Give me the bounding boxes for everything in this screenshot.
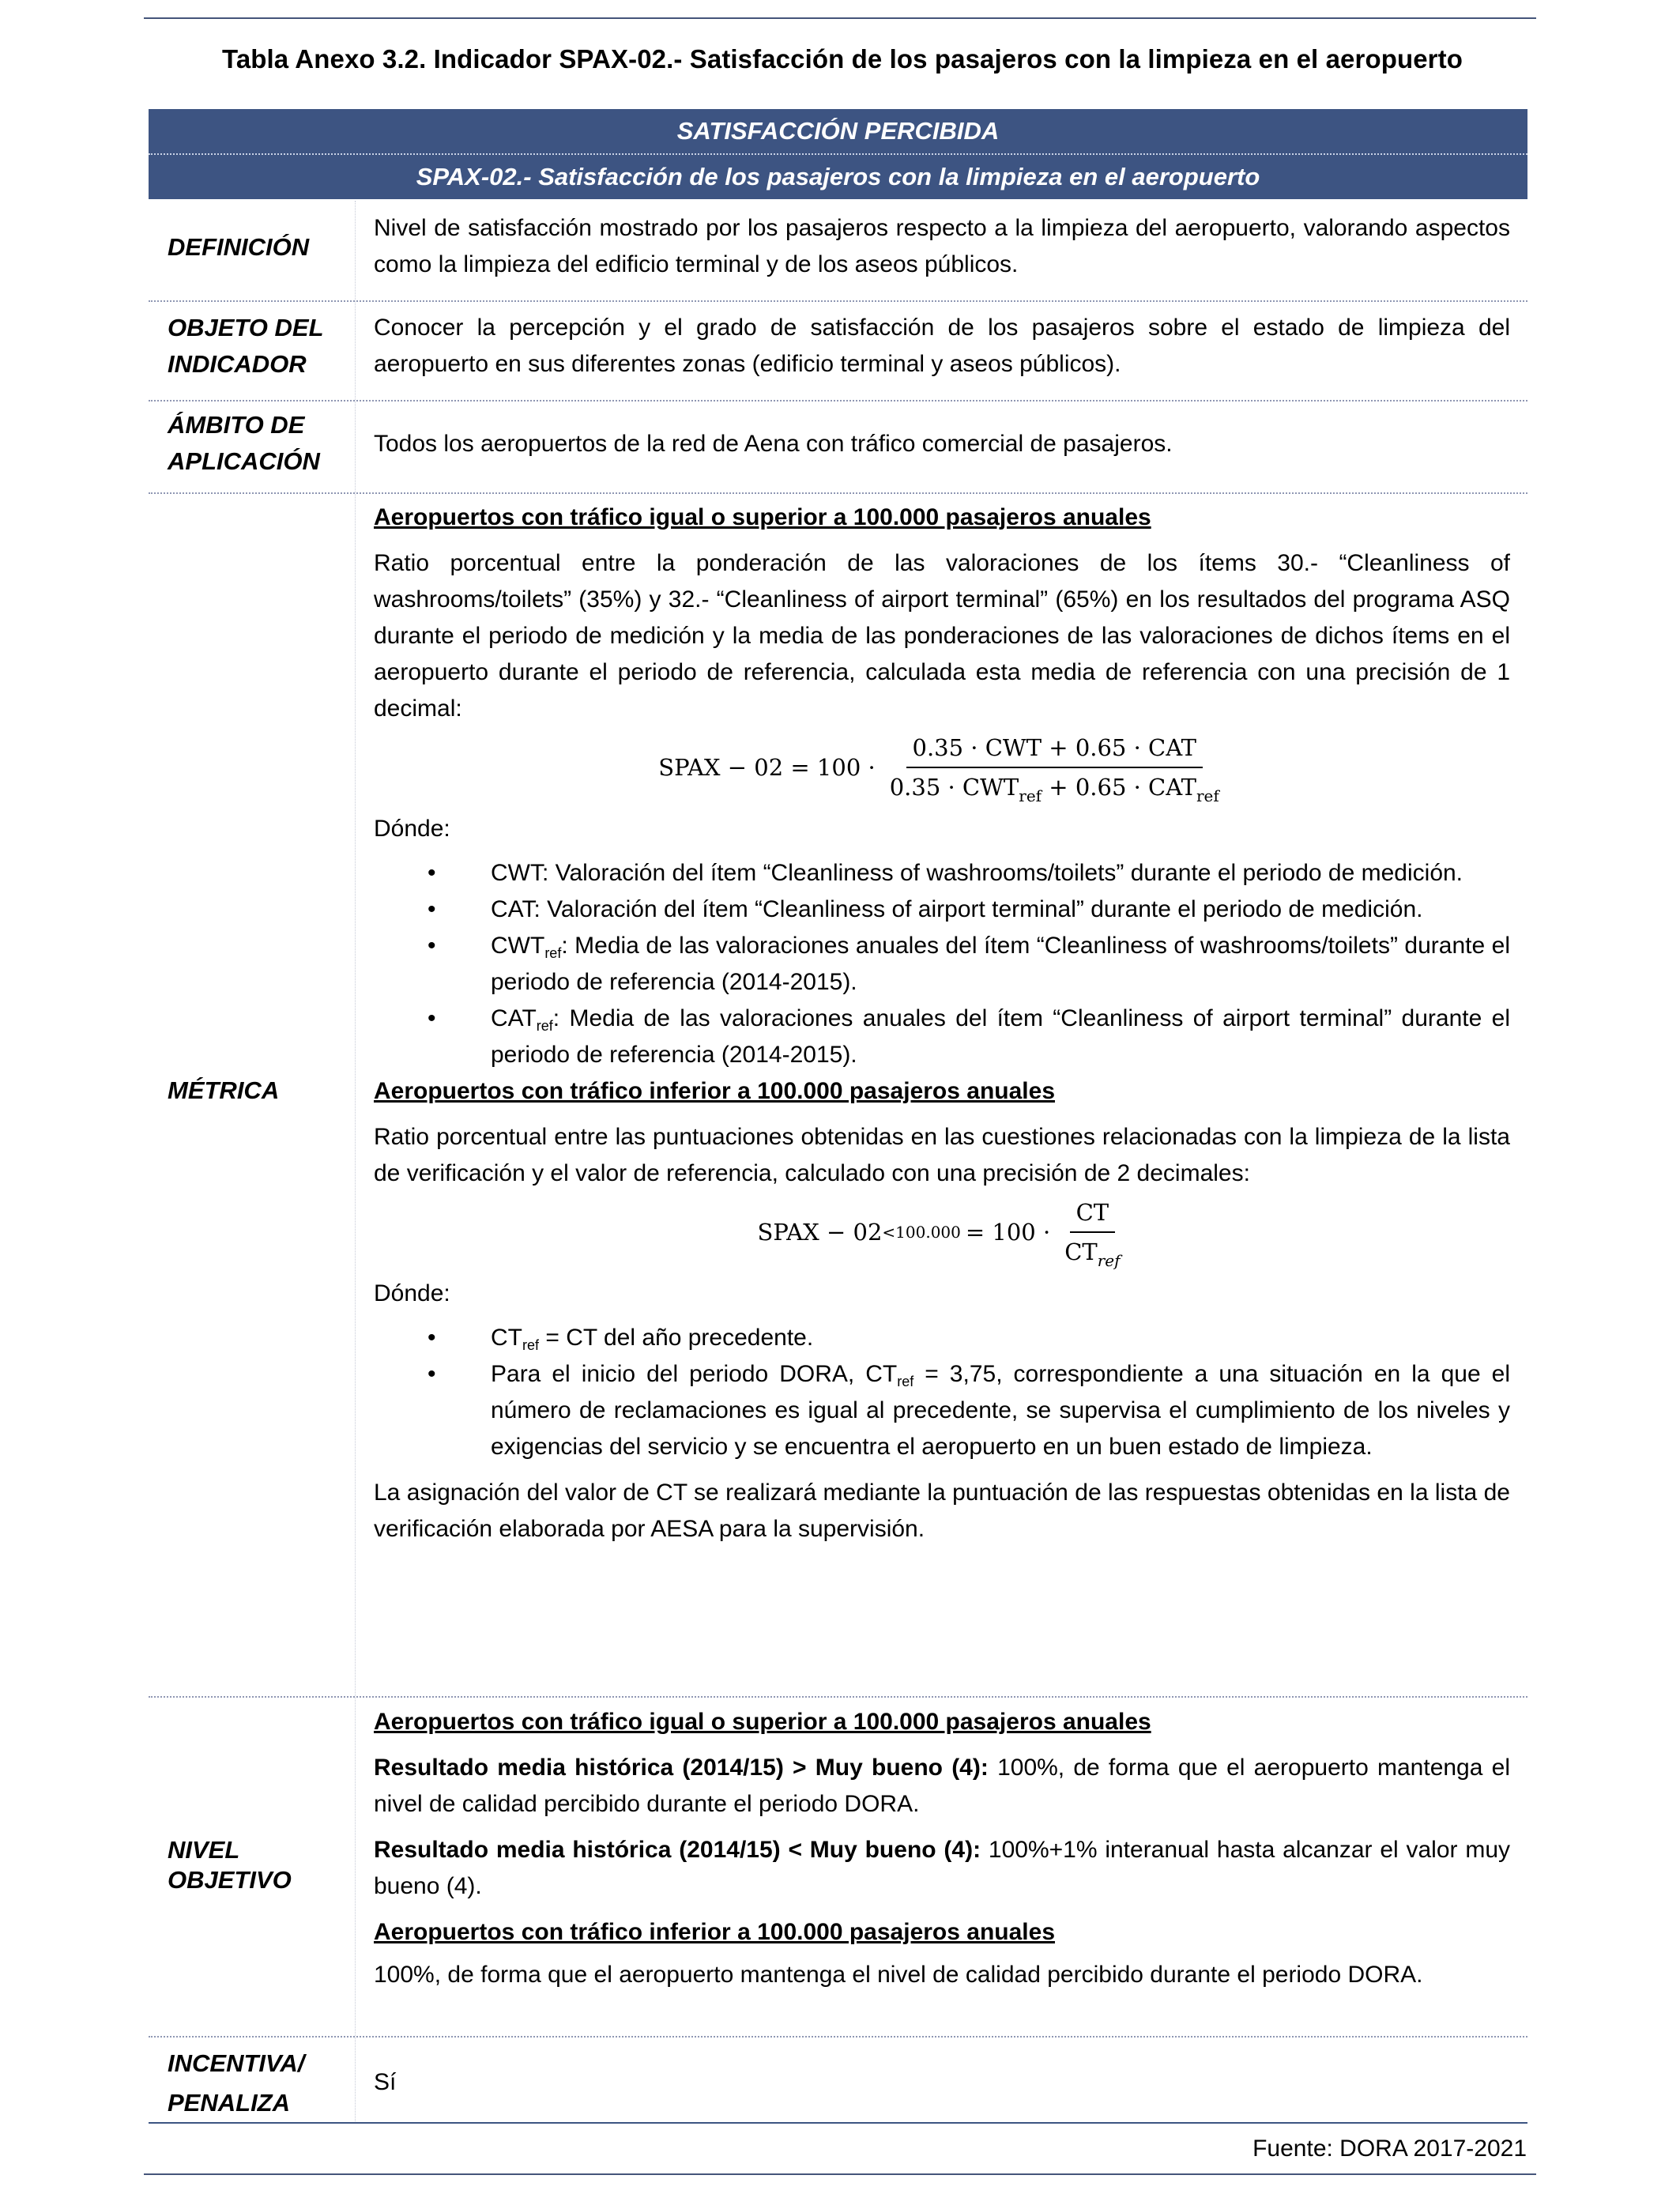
metrica-paragraph-2: Ratio porcentual entre las puntuaciones obtenidas en las cuestiones relacionadas con la limpieza de la lista de verificación y el valor de referencia, calculado con una precisión de 2 decimales: — [374, 1124, 1510, 1186]
bullet-term-sub: ref — [522, 1337, 540, 1353]
formula-den-part-a: 0.35 · CWT — [889, 774, 1019, 801]
bullet-list-ct — [374, 1320, 1510, 1465]
label-metrica: MÉTRICA — [168, 1076, 280, 1104]
bullet-term: CWT — [491, 933, 545, 959]
metrica-heading-small-airports: Aeropuertos con tráfico inferior a 100.000 pasajeros anuales — [374, 1078, 1056, 1104]
nivel-paragraph-1 — [374, 1750, 1510, 1823]
bullet-icon: • — [428, 933, 436, 959]
bullet-term: Para el inicio del periodo DORA, CT — [491, 1361, 898, 1387]
label-incentiva-line2: PENALIZA — [168, 2089, 290, 2117]
metrica-heading-large-airports: Aeropuertos con tráfico igual o superior a 100.000 pasajeros anuales — [374, 504, 1151, 530]
top-rule — [144, 17, 1536, 19]
label-ambito-line1: ÁMBITO DE — [168, 411, 305, 439]
column-separator — [355, 201, 356, 2123]
bullet-term: CT — [491, 1325, 522, 1351]
formula-den-sub-a: ref — [1019, 786, 1042, 805]
label-objeto — [168, 310, 349, 383]
label-ambito — [168, 407, 349, 480]
label-incentiva-line1: INCENTIVA/ — [168, 2049, 305, 2077]
formula2-numerator: CT — [1070, 1197, 1116, 1233]
nivel-p1-bold: Resultado media histórica (2014/15) > Muy bueno (4): — [374, 1755, 989, 1781]
bullet-list-variables — [374, 855, 1510, 1073]
metrica-content — [374, 499, 1510, 1547]
label-definicion: DEFINICIÓN — [168, 233, 310, 261]
bullet-text: = CT del año precedente. — [539, 1325, 814, 1351]
bullet-term: CWT — [491, 860, 542, 886]
bullet-text: : Media de las valoraciones anuales del ítem “Cleanliness of airport terminal” durante el periodo de referencia (2014-2015). — [491, 1005, 1510, 1068]
label-nivel-line1: NIVEL — [168, 1836, 240, 1864]
label-objeto-line1: OBJETO DEL — [168, 314, 324, 341]
definicion-text: Nivel de satisfacción mostrado por los pasajeros respecto a la limpieza del aeropuerto, valorando aspectos como la limpieza del edificio terminal y de los aseos públicos. — [374, 215, 1510, 277]
metrica-paragraph-3: La asignación del valor de CT se realizará mediante la puntuación de las respuestas obtenidas en la lista de verificación elaborada por AESA para la supervisión. — [374, 1480, 1510, 1542]
list-item — [374, 1356, 1510, 1465]
nivel-paragraph-3: 100%, de forma que el aeropuerto mantenga el nivel de calidad percibido durante el periodo DORA. — [374, 1962, 1423, 1988]
formula-spax02-small: SPAX − 02 <100.000 = 100 · $\frac{CT}{CT_{ref}}$ — [374, 1197, 1510, 1268]
label-nivel — [168, 1835, 349, 1895]
bullet-text: = 3,75, correspondiente a una situación en la que el número de reclamaciones es igual al precedente, se supervisa el cumplimiento de los niveles y exigencias del servicio y se encuentra el aeropuerto en un buen estado de limpieza. — [491, 1361, 1510, 1460]
formula2-lhs: SPAX − 02 — [757, 1219, 883, 1246]
formula2-denominator — [1058, 1233, 1126, 1268]
ambito-text: Todos los aeropuertos de la red de Aena con tráfico comercial de pasajeros. — [374, 431, 1173, 457]
source-note: Fuente: DORA 2017-2021 — [1252, 2136, 1527, 2162]
indicator-header: SPAX-02.- Satisfacción de los pasajeros con la limpieza en el aeropuerto — [149, 155, 1527, 199]
formula-numerator: 0.35 · CWT + 0.65 · CAT — [906, 732, 1203, 768]
bullet-term-sub: ref — [536, 1018, 553, 1034]
nivel-heading-large-airports: Aeropuertos con tráfico igual o superior a 100.000 pasajeros anuales — [374, 1709, 1151, 1735]
donde-label: Dónde: — [374, 816, 450, 842]
row-divider — [149, 2036, 1527, 2038]
bullet-term-sub: ref — [544, 945, 562, 961]
table-bottom-rule — [149, 2122, 1527, 2124]
bullet-icon: • — [428, 1005, 436, 1031]
formula-den-sub-b: ref — [1196, 786, 1219, 805]
list-item — [374, 1001, 1510, 1073]
formula-fraction — [883, 732, 1226, 803]
nivel-content — [374, 1704, 1510, 1990]
nivel-p1-text: 100%, de forma que el aeropuerto mantenga el nivel de calidad percibido durante el periodo DORA. — [374, 1755, 1510, 1817]
nivel-paragraph-2 — [374, 1832, 1510, 1905]
bullet-text: : Media de las valoraciones anuales del ítem “Cleanliness of washrooms/toilets” durante el periodo de referencia (2014-2015). — [491, 933, 1510, 995]
section-header: SATISFACCIÓN PERCIBIDA — [149, 109, 1527, 155]
bullet-icon: • — [428, 1325, 436, 1351]
label-nivel-line2: OBJETIVO — [168, 1866, 292, 1894]
bullet-term: CAT — [491, 896, 534, 922]
list-item — [374, 1320, 1510, 1356]
bullet-icon: • — [428, 860, 436, 886]
label-ambito-line2: APLICACIÓN — [168, 447, 320, 475]
list-item — [374, 892, 1510, 928]
formula2-fraction — [1058, 1197, 1126, 1268]
table-title: Tabla Anexo 3.2. Indicador SPAX-02.- Satisfacción de los pasajeros con la limpieza en el aeropuerto — [222, 44, 1463, 74]
nivel-heading-small-airports: Aeropuertos con tráfico inferior a 100.000 pasajeros anuales — [374, 1919, 1056, 1945]
formula2-den-sub: ref — [1097, 1251, 1121, 1270]
formula-spax02 — [374, 732, 1510, 803]
incentiva-text: Sí — [374, 2069, 397, 2095]
bullet-term: CAT — [491, 1005, 537, 1031]
formula-den-part-b: + 0.65 · CAT — [1042, 774, 1196, 801]
list-item — [374, 928, 1510, 1001]
metrica-paragraph-1: Ratio porcentual entre la ponderación de las valoraciones de los ítems 30.- “Cleanliness of washrooms/toilets” (35%) y 32.- “Cleanliness of airport terminal” (65%) en los resultados del programa ASQ durante el periodo de medición y la media de las ponderaciones de las valoraciones de dichos ítems en el aeropuerto durante el periodo de referencia, calculada esta media de referencia con una precisión de 1 decimal: — [374, 550, 1510, 722]
bottom-rule — [144, 2173, 1536, 2175]
formula2-den-base: CT — [1064, 1238, 1098, 1265]
row-divider — [149, 300, 1527, 302]
label-objeto-line2: INDICADOR — [168, 350, 307, 378]
bullet-text: : Valoración del ítem “Cleanliness of airport terminal” durante el periodo de medición. — [533, 896, 1423, 922]
nivel-p2-bold: Resultado media histórica (2014/15) < Muy bueno (4): — [374, 1837, 981, 1863]
row-divider — [149, 1696, 1527, 1698]
bullet-icon: • — [428, 1361, 436, 1387]
bullet-icon: • — [428, 896, 436, 922]
bullet-term-sub: ref — [897, 1374, 914, 1389]
donde-label-2: Dónde: — [374, 1280, 450, 1306]
formula2-mid: = 100 · — [965, 1219, 1051, 1246]
formula-denominator — [883, 768, 1226, 803]
objeto-text: Conocer la percepción y el grado de satisfacción de los pasajeros sobre el estado de limpieza del aeropuerto en sus diferentes zonas (edificio terminal y aseos públicos). — [374, 315, 1510, 377]
bullet-text: : Valoración del ítem “Cleanliness of washrooms/toilets” durante el periodo de medición. — [541, 860, 1463, 886]
row-divider — [149, 400, 1527, 401]
label-incentiva — [168, 2044, 349, 2123]
formula-lhs: SPAX − 02 = 100 · — [658, 754, 876, 781]
list-item — [374, 855, 1510, 892]
row-divider — [149, 492, 1527, 494]
nivel-p2-text: 100%+1% interanual hasta alcanzar el valor muy bueno (4). — [374, 1837, 1510, 1899]
